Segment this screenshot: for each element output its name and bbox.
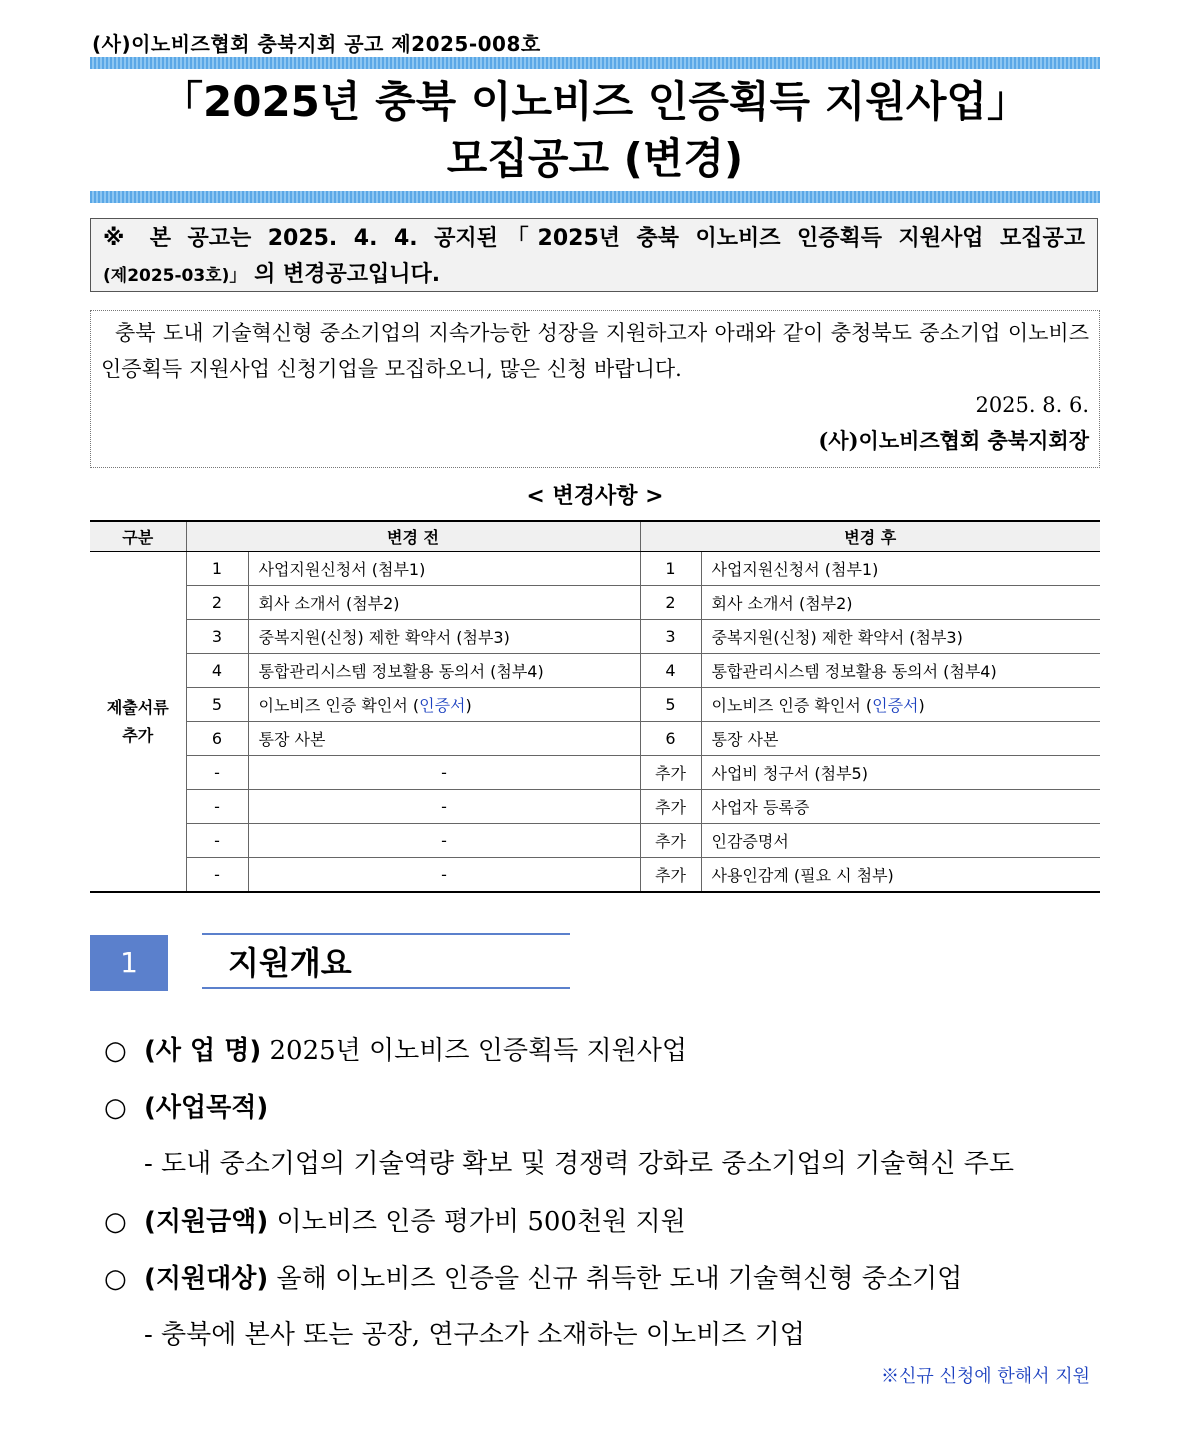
changes-table [90,520,1100,893]
table-row [90,688,1100,722]
after-number: 추가 [640,824,701,858]
section-number-badge: 1 [90,935,168,991]
before-item: 사업지원신청서 (첨부1) [248,552,640,586]
before-item: - [248,824,640,858]
category-line1: 제출서류 [106,697,169,717]
before-number: 2 [186,586,248,620]
change-notice-box [90,218,1098,292]
after-item [701,688,1100,722]
after-item: 사용인감계 (필요 시 첨부) [701,858,1100,893]
item-label: (사업목적) [144,1093,269,1123]
table-row [90,756,1100,790]
before-item-text: 이노비즈 인증 확인서 ( [258,696,420,715]
after-item: 사업비 청구서 (첨부5) [701,756,1100,790]
item-label: (지원대상) [144,1264,269,1294]
after-item-text: 이노비즈 인증 확인서 ( [711,696,873,715]
changes-title: < 변경사항 > [526,484,664,509]
intro-box [90,310,1100,468]
before-item: 통합관리시스템 정보활용 동의서 (첨부4) [248,654,640,688]
bottom-divider-bar [90,191,1100,203]
after-item: 사업자 등록증 [701,790,1100,824]
after-item: 사업지원신청서 (첨부1) [701,552,1100,586]
table-row [90,824,1100,858]
category-line2: 추가 [122,725,154,745]
after-number: 추가 [640,756,701,790]
circle-bullet-icon: ○ [104,1093,127,1123]
top-divider-bar [90,57,1100,69]
page-title-line2: 모집공고 (변경) [446,134,744,183]
header-after: 변경 후 [640,521,1100,552]
table-row [90,586,1100,620]
after-number: 3 [640,620,701,654]
after-number: 4 [640,654,701,688]
circle-bullet-icon: ○ [104,1036,127,1066]
before-item: 회사 소개서 (첨부2) [248,586,640,620]
notice-number: (사)이노비즈협회 충북지회 공고 제2025-008호 [92,32,541,56]
before-item: 중복지원(신청) 제한 확약서 (첨부3) [248,620,640,654]
after-number: 2 [640,586,701,620]
after-number: 1 [640,552,701,586]
before-item: 통장 사본 [248,722,640,756]
after-number: 6 [640,722,701,756]
table-row [90,722,1100,756]
before-number: - [186,858,248,893]
target-detail: - 충북에 본사 또는 공장, 연구소가 소재하는 이노비즈 기업 [144,1320,805,1350]
overview-item-project-name [104,1030,687,1067]
before-item: - [248,790,640,824]
after-number: 추가 [640,858,701,893]
before-number: 6 [186,722,248,756]
before-item: - [248,756,640,790]
item-text: 2025년 이노비즈 인증획득 지원사업 [269,1036,687,1066]
table-row [90,620,1100,654]
before-item-tail: ) [465,696,472,715]
circle-bullet-icon: ○ [104,1264,127,1294]
after-item: 인감증명서 [701,824,1100,858]
item-label: (지원금액) [144,1207,269,1237]
table-row [90,654,1100,688]
overview-item-amount [104,1201,686,1238]
table-header-row [90,521,1100,552]
previous-notice-number: (제2025-03호)」 [103,266,247,286]
item-label: (사 업 명) [144,1036,262,1066]
table-row [90,552,1100,586]
after-item: 중복지원(신청) 제한 확약서 (첨부3) [701,620,1100,654]
after-number: 추가 [640,790,701,824]
after-number: 5 [640,688,701,722]
before-item [248,688,640,722]
overview-item-purpose [104,1087,268,1124]
before-number: 5 [186,688,248,722]
circle-bullet-icon: ○ [104,1207,127,1237]
change-notice-line1: ※ 본 공고는 2025. 4. 4. 공지된「2025년 충북 이노비즈 인증획득 지원사업 모집공고 [103,226,1085,251]
table-row [90,858,1100,893]
page-title-line1: 「2025년 충북 이노비즈 인증획득 지원사업」 [161,77,1029,126]
notice-date: 2025. 8. 6. [975,393,1089,417]
item-text: 올해 이노비즈 인증을 신규 취득한 도내 기술혁신형 중소기업 [276,1264,963,1294]
before-item: - [248,858,640,893]
item-text: 이노비즈 인증 평가비 500천원 지원 [276,1207,686,1237]
after-item: 회사 소개서 (첨부2) [701,586,1100,620]
before-number: 1 [186,552,248,586]
purpose-detail: - 도내 중소기업의 기술역량 확보 및 경쟁력 강화로 중소기업의 기술혁신 주도 [144,1149,1015,1179]
before-number: - [186,790,248,824]
after-item: 통장 사본 [701,722,1100,756]
category-cell [90,552,186,893]
before-number: 3 [186,620,248,654]
eligibility-note: ※신규 신청에 한해서 지원 [880,1366,1090,1387]
before-number: - [186,756,248,790]
section-title: 지원개요 [202,933,570,989]
after-item: 통합관리시스템 정보활용 동의서 (첨부4) [701,654,1100,688]
certificate-link-text: 인증서 [872,696,919,715]
header-category: 구분 [90,521,186,552]
before-number: 4 [186,654,248,688]
certificate-link-text: 인증서 [419,696,466,715]
signature: (사)이노비즈협회 충북지회장 [818,428,1089,453]
overview-item-target [104,1258,962,1295]
change-notice-line2 [103,257,1085,294]
intro-paragraph: 충북 도내 기술혁신형 중소기업의 지속가능한 성장을 지원하고자 아래와 같이 충청북도 중소기업 이노비즈 인증획득 지원사업 신청기업을 모집하오니, 많은 신청 바랍니다. [101,321,1089,381]
before-number: - [186,824,248,858]
table-row [90,790,1100,824]
change-notice-tail: 의 변경공고입니다. [254,262,441,287]
header-before: 변경 전 [186,521,640,552]
after-item-tail: ) [918,696,925,715]
